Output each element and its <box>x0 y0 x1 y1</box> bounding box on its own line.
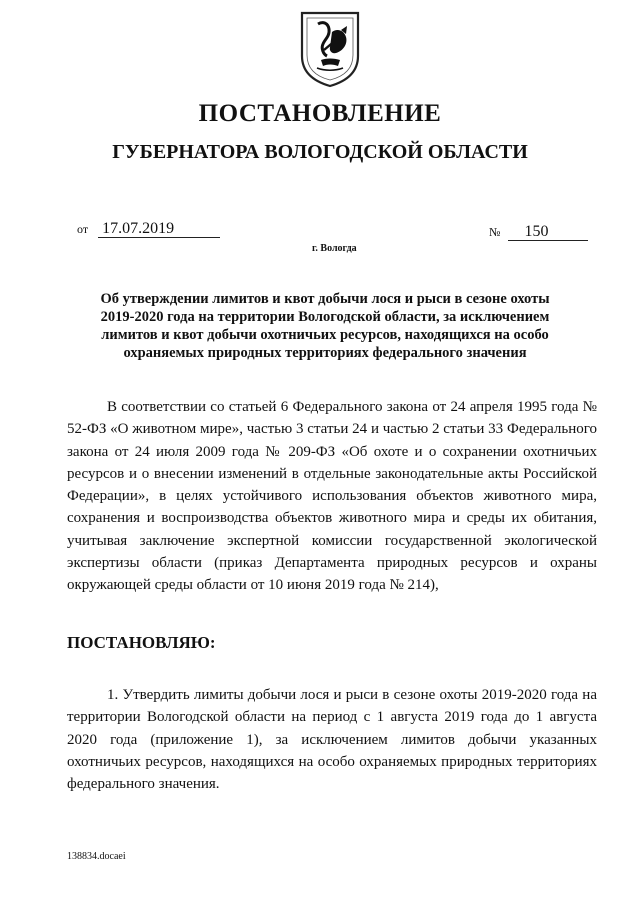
document-number: 150 <box>508 224 588 241</box>
number-label: № <box>489 225 501 239</box>
date-label: от <box>77 222 89 236</box>
item-1-paragraph: 1. Утвердить лимиты добычи лося и рыси в сезоне охоты 2019-2020 года на территории Вологодской области на период с 1 августа 2019 года до 1 августа 2020 года (приложение 1), за исключением лимитов добычи указанных охотничьих ресурсов, находящихся на особо охраняемых природных территориях федерального значения. <box>67 687 597 793</box>
decree-heading: ПОСТАНОВЛЯЮ: <box>67 633 216 652</box>
document-date: 17.07.2019 <box>98 221 220 238</box>
file-id: 138834.docaei <box>67 851 126 862</box>
coat-of-arms-icon <box>299 10 361 88</box>
date-row <box>77 220 220 238</box>
number-row <box>489 223 588 241</box>
document-subject: Об утверждении лимитов и квот добычи лося и рыси в сезоне охоты 2019-2020 года на территории Вологодской области, за исключением лимитов и квот добычи охотничьих ресурсов, находящихся на особо охраняемых природных территориях федерального значения <box>100 291 550 361</box>
document-title: ПОСТАНОВЛЕНИЕ <box>198 100 442 127</box>
document-subtitle: ГУБЕРНАТОРА ВОЛОГОДСКОЙ ОБЛАСТИ <box>112 141 528 163</box>
preamble-paragraph: В соответствии со статьей 6 Федерального закона от 24 апреля 1995 года № 52-ФЗ «О животном мире», частью 3 статьи 24 и частью 2 статьи 33 Федерального закона от 24 июля 2009 года № 209-ФЗ «Об охоте и о сохранении охотничьих ресурсов и о внесении изменений в отдельные законодательные акты Российской Федерации», в целях устойчивого использования объектов животного мира, сохранения и воспроизводства объектов животного мира и среды их обитания, учитывая заключение экспертной комиссии государственной экологической экспертизы области (приказ Департамента природных ресурсов и охраны окружающей среды области от 10 июня 2019 года № 214), <box>67 399 597 594</box>
city: г. Вологда <box>312 243 357 254</box>
